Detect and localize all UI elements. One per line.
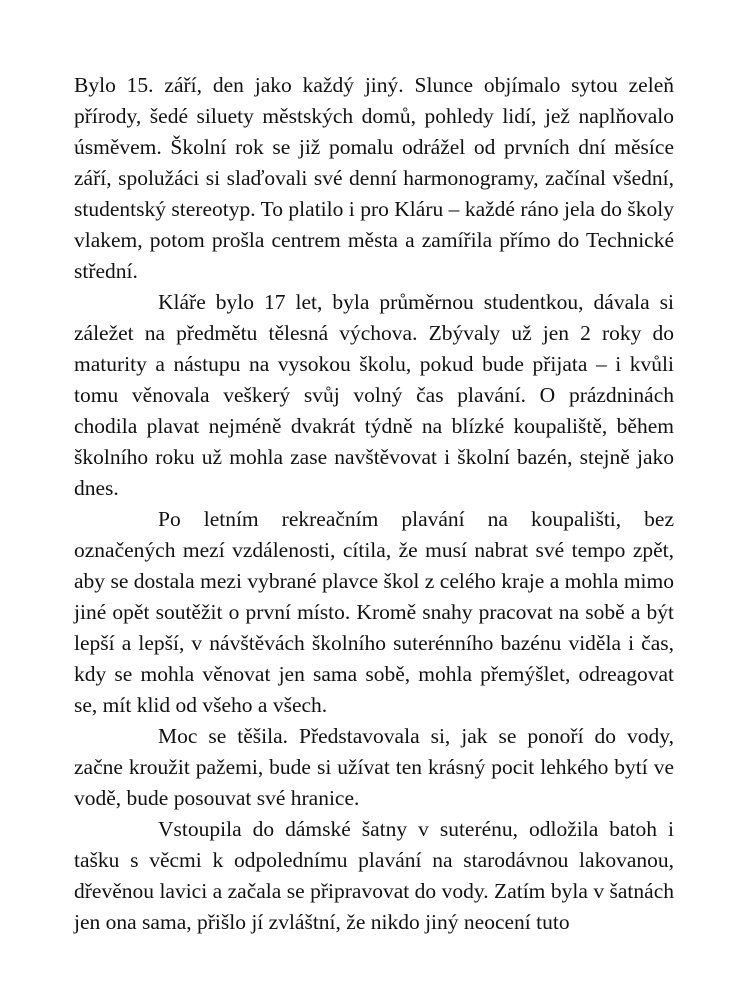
- paragraph-1: Bylo 15. září, den jako každý jiný. Slunce objímalo sytou zeleň přírody, šedé siluety městských domů, pohledy lidí, jež naplňovalo úsměvem. Školní rok se již pomalu odrážel od prvních dní měsíce září, spolužáci si slaďovali své denní harmonogramy, začínal všední, studentský stereotyp. To platilo i pro Kláru – každé ráno jela do školy vlakem, potom prošla centrem města a zamířila přímo do Technické střední.: [74, 73, 674, 283]
- paragraph-5: Vstoupila do dámské šatny v suterénu, odložila batoh i tašku s věcmi k odpolednímu plavání na starodávnou lakovanou, dřevěnou lavici a začala se připravovat do vody. Zatím byla v šatnách jen ona sama, přišlo jí zvláštní, že nikdo jiný neocení tuto: [74, 817, 674, 934]
- paragraph-2: Kláře bylo 17 let, byla průměrnou studentkou, dávala si záležet na předmětu tělesná výchova. Zbývaly už jen 2 roky do maturity a nástupu na vysokou školu, pokud bude přijata – i kvůli tomu věnovala veškerý svůj volný čas plavání. O prázdninách chodila plavat nejméně dvakrát týdně na blízké koupaliště, během školního roku už mohla zase navštěvovat i školní bazén, stejně jako dnes.: [74, 290, 674, 500]
- paragraph-3: Po letním rekreačním plavání na koupališti, bez označených mezí vzdálenosti, cítila, že musí nabrat své tempo zpět, aby se dostala mezi vybrané plavce škol z celého kraje a mohla mimo jiné opět soutěžit o první místo. Kromě snahy pracovat na sobě a být lepší a lepší, v návštěvách školního suterénního bazénu viděla i čas, kdy se mohla věnovat jen sama sobě, mohla přemýšlet, odreagovat se, mít klid od všeho a všech.: [74, 507, 674, 717]
- document-page: [74, 70, 674, 938]
- paragraph-4: Moc se těšila. Představovala si, jak se ponoří do vody, začne kroužit pažemi, bude si užívat ten krásný pocit lehkého bytí ve vodě, bude posouvat své hranice.: [74, 724, 674, 810]
